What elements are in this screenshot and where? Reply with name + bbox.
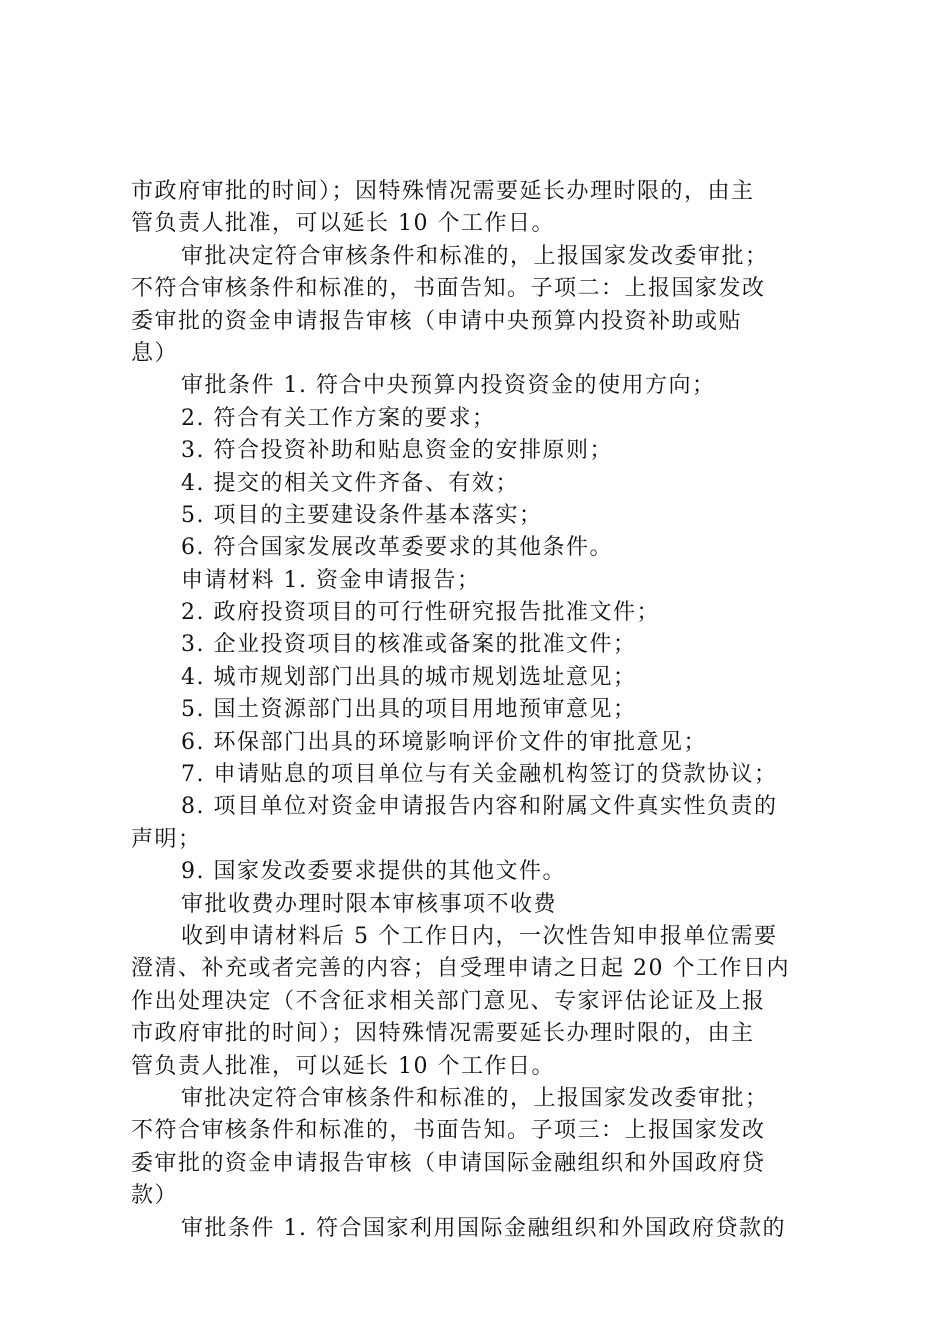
text-line: 6. 符合国家发展改革委要求的其他条件。 <box>181 535 613 561</box>
text-line: 不符合审核条件和标准的，书面告知。子项二：上报国家发改 <box>131 276 766 302</box>
text-line: 审批条件 1. 符合中央预算内投资资金的使用方向； <box>181 373 716 399</box>
text-line: 4. 提交的相关文件齐备、有效； <box>181 470 519 496</box>
text-line: 2. 符合有关工作方案的要求； <box>181 405 496 431</box>
text-line: 审批决定符合审核条件和标准的，上报国家发改委审批； <box>181 243 769 269</box>
text-line: 管负责人批准，可以延长 10 个工作日。 <box>131 211 555 237</box>
text-line: 收到申请材料后 5 个工作日内，一次性告知申报单位需要 <box>181 923 778 949</box>
text-line: 作出处理决定（不含征求相关部门意见、专家评估论证及上报 <box>131 988 766 1014</box>
text-line: 2. 政府投资项目的可行性研究报告批准文件； <box>181 600 660 626</box>
document-body <box>131 176 831 1245</box>
text-line: 市政府审批的时间）；因特殊情况需要延长办理时限的，由主 <box>131 179 755 204</box>
text-line: 管负责人批准，可以延长 10 个工作日。 <box>131 1053 555 1079</box>
text-line: 4. 城市规划部门出具的城市规划选址意见； <box>181 664 637 690</box>
text-line: 审批决定符合审核条件和标准的，上报国家发改委审批； <box>181 1085 769 1111</box>
text-line: 审批条件 1. 符合国家利用国际金融组织和外国政府贷款的 <box>181 1215 786 1241</box>
text-line: 息） <box>131 340 179 366</box>
text-line: 委审批的资金申请报告审核（申请中央预算内投资补助或贴 <box>131 308 743 334</box>
text-line: 8. 项目单位对资金申请报告内容和附属文件真实性负责的 <box>181 794 778 820</box>
text-line: 9. 国家发改委要求提供的其他文件。 <box>181 859 566 885</box>
text-line: 5. 项目的主要建设条件基本落实； <box>181 502 543 528</box>
text-line: 澄清、补充或者完善的内容；自受理申请之日起 20 个工作日内 <box>131 956 790 982</box>
text-line: 5. 国土资源部门出具的项目用地预审意见； <box>181 697 637 723</box>
text-line: 3. 企业投资项目的核准或备案的批准文件； <box>181 632 637 658</box>
text-line: 声明； <box>131 826 202 852</box>
text-line: 7. 申请贴息的项目单位与有关金融机构签订的贷款协议； <box>181 762 778 788</box>
text-line: 委审批的资金申请报告审核（申请国际金融组织和外国政府贷 <box>131 1150 766 1176</box>
text-line: 6. 环保部门出具的环境影响评价文件的审批意见； <box>181 729 707 755</box>
text-line: 申请材料 1. 资金申请报告； <box>181 567 481 593</box>
text-line: 不符合审核条件和标准的，书面告知。子项三：上报国家发改 <box>131 1118 766 1144</box>
text-line: 市政府审批的时间）；因特殊情况需要延长办理时限的，由主 <box>131 1021 755 1047</box>
text-line: 款） <box>131 1183 179 1209</box>
text-line: 3. 符合投资补助和贴息资金的安排原则； <box>181 438 613 464</box>
text-line: 审批收费办理时限本审核事项不收费 <box>181 891 558 917</box>
